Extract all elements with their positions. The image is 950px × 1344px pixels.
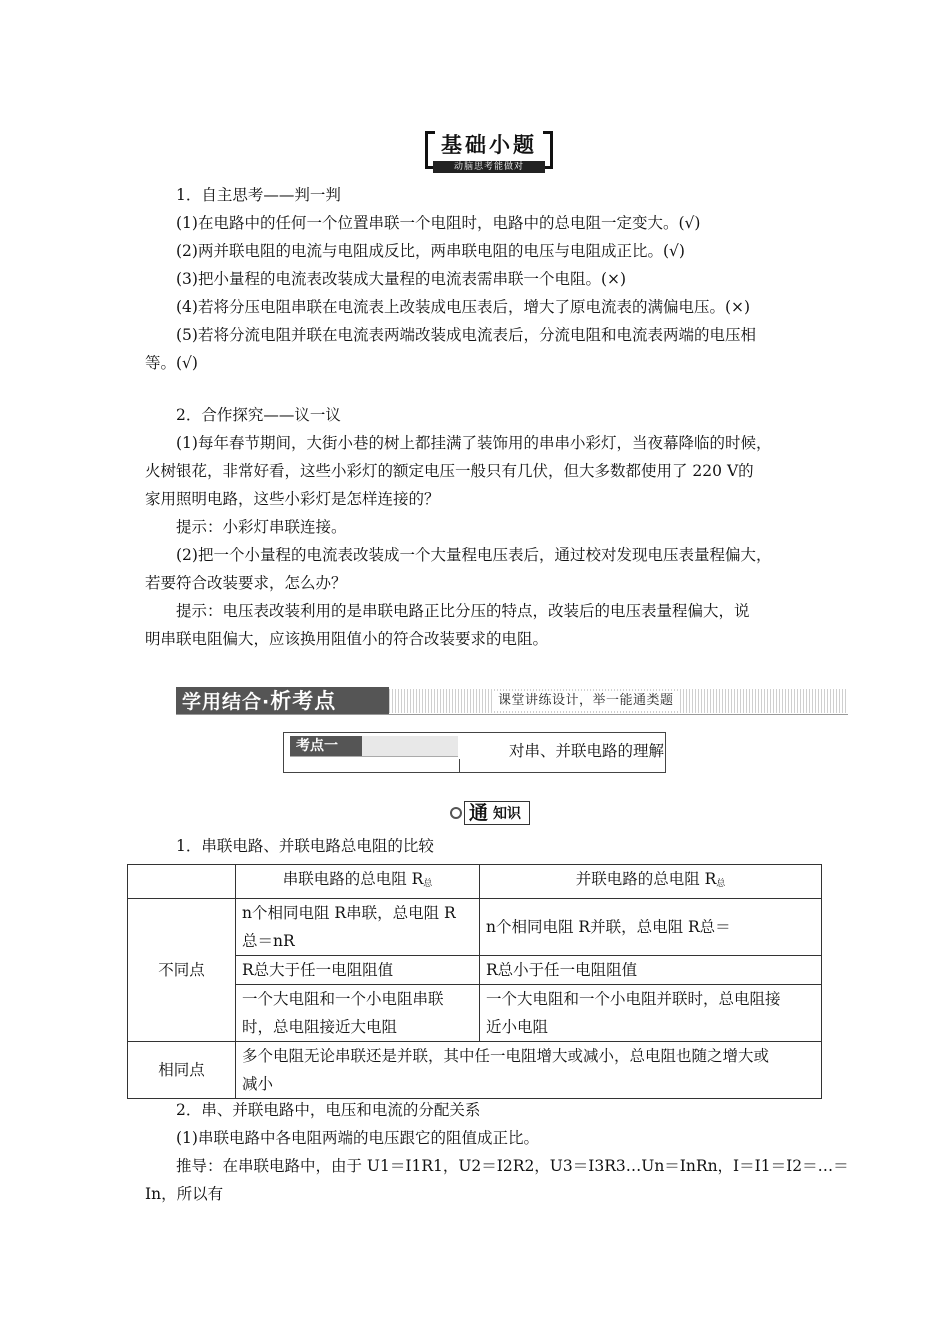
q2-p2-line2: 若要符合改装要求，怎么办？ <box>145 574 347 592</box>
cell-series-compare: R总大于任一电阻阻值 <box>236 956 480 985</box>
q1-item-2: (2)两并联电阻的电流与电阻成反比，两串联电阻的电压与电阻成正比。(√) <box>176 242 685 260</box>
q2-title: 2．合作探究——议一议 <box>176 406 341 424</box>
q1-item-4: (4)若将分压电阻串联在电流表上改装成电压表后，增大了原电流表的满偏电压。(×) <box>176 298 751 316</box>
q1-item-3: (3)把小量程的电流表改装成大量程的电流表需串联一个电阻。(×) <box>176 270 627 288</box>
cell-series-bigsmall-line2: 时，总电阻接近大电阻 <box>242 1018 398 1036</box>
cell-series-bigsmall <box>236 985 480 1042</box>
tongzhishi-small: 知识 <box>493 806 521 822</box>
s2-p1: (1)串联电路中各电阻两端的电压跟它的阻值成正比。 <box>176 1129 539 1147</box>
s1-title: 1．串联电路、并联电路总电阻的比较 <box>176 837 434 855</box>
table-header-row <box>128 865 822 899</box>
q2-hint2-line2: 明串联电阻偏大，应该换用阻值小的符合改装要求的电阻。 <box>145 630 549 648</box>
q2-p1-line2: 火树银花，非常好看，这些小彩灯的额定电压一般只有几伏，但大多数都使用了 220 V的 <box>145 462 754 480</box>
header-series-text: 串联电路的总电阻 R <box>282 870 424 888</box>
cell-parallel-bigsmall-line2: 近小电阻 <box>486 1018 549 1036</box>
cell-series-count <box>236 899 480 956</box>
q2-p1-line3: 家用照明电路，这些小彩灯是怎样连接的？ <box>145 490 440 508</box>
header-parallel-sub: 总 <box>716 879 726 889</box>
cell-series-count-line1: n个相同电阻 R串联，总电阻 R <box>242 904 456 922</box>
section-banner <box>176 687 848 717</box>
q1-title: 1．自主思考——判一判 <box>176 186 341 204</box>
kaodian-tag-underline <box>290 756 458 757</box>
kaodian-divider <box>459 759 460 773</box>
cell-parallel-bigsmall-line1: 一个大电阻和一个小电阻并联时，总电阻接 <box>486 990 781 1008</box>
banner-left-label <box>176 687 389 715</box>
banner-underline <box>176 714 848 715</box>
cell-same-line2: 减小 <box>242 1075 274 1093</box>
banner-left-emph: 析考点 <box>270 689 337 713</box>
header-parallel-text: 并联电路的总电阻 R <box>575 870 717 888</box>
cell-same-line1: 多个电阻无论串联还是并联，其中任一电阻增大或减小，总电阻也随之增大或 <box>242 1047 770 1065</box>
cell-same <box>236 1042 822 1099</box>
cell-series-bigsmall-line1: 一个大电阻和一个小电阻串联 <box>242 990 444 1008</box>
q2-hint2-line1: 提示：电压表改装利用的是串联电路正比分压的特点，改装后的电压表量程偏大，说 <box>176 602 750 620</box>
tongzhishi-label <box>446 801 530 827</box>
same-label: 相同点 <box>128 1042 236 1099</box>
cell-parallel-compare: R总小于任一电阻阻值 <box>480 956 822 985</box>
header-series-sub: 总 <box>423 879 433 889</box>
kaodian-tag: 考点一 <box>290 736 362 756</box>
section-header-badge <box>425 131 553 175</box>
table-header-series <box>236 865 480 899</box>
cell-series-count-line2: 总＝nR <box>242 932 295 950</box>
tongzhishi-box <box>464 801 530 825</box>
q2-hint1: 提示：小彩灯串联连接。 <box>176 518 347 536</box>
cell-parallel-count: n个相同电阻 R并联，总电阻 R总＝ <box>480 899 822 956</box>
table-header-empty <box>128 865 236 899</box>
tongzhishi-big: 通 <box>469 802 489 824</box>
section-header-subtitle: 动脑思考能做对 <box>433 161 545 173</box>
q2-p2-line1: (2)把一个小量程的电流表改装成一个大量程电压表后，通过校对发现电压表量程偏大， <box>176 546 772 564</box>
s2-title: 2．串、并联电路中，电压和电流的分配关系 <box>176 1101 481 1119</box>
table-row <box>128 899 822 956</box>
kaodian-tag-band <box>290 736 458 756</box>
table-header-parallel <box>480 865 822 899</box>
s2-derivation-cont: In，所以有 <box>145 1185 224 1203</box>
kaodian-box <box>283 732 666 773</box>
q1-item-1: (1)在电路中的任何一个位置串联一个电阻时，电路中的总电阻一定变大。(√) <box>176 214 701 232</box>
s2-derivation: 推导：在串联电路中，由于 U1＝I1R1，U2＝I2R2，U3＝I3R3…Un＝InRn，I＝I1＝I2＝…＝ <box>176 1157 849 1175</box>
cell-parallel-bigsmall <box>480 985 822 1042</box>
comparison-table <box>127 864 822 1099</box>
kaodian-title: 对串、并联电路的理解 <box>509 742 665 760</box>
pin-icon <box>450 807 462 819</box>
banner-left-text: 学用结合· <box>182 691 271 713</box>
banner-right-label: 课堂讲练设计，举一能通类题 <box>494 691 678 711</box>
table-row <box>128 1042 822 1099</box>
q1-item-5-cont: 等。(√) <box>145 354 198 372</box>
section-header-title: 基础小题 <box>441 133 537 157</box>
diff-label: 不同点 <box>128 899 236 1042</box>
q1-item-5: (5)若将分流电阻并联在电流表两端改装成电流表后，分流电阻和电流表两端的电压相 <box>176 326 756 344</box>
q2-p1-line1: (1)每年春节期间，大街小巷的树上都挂满了装饰用的串串小彩灯，当夜幕降临的时候， <box>176 434 772 452</box>
